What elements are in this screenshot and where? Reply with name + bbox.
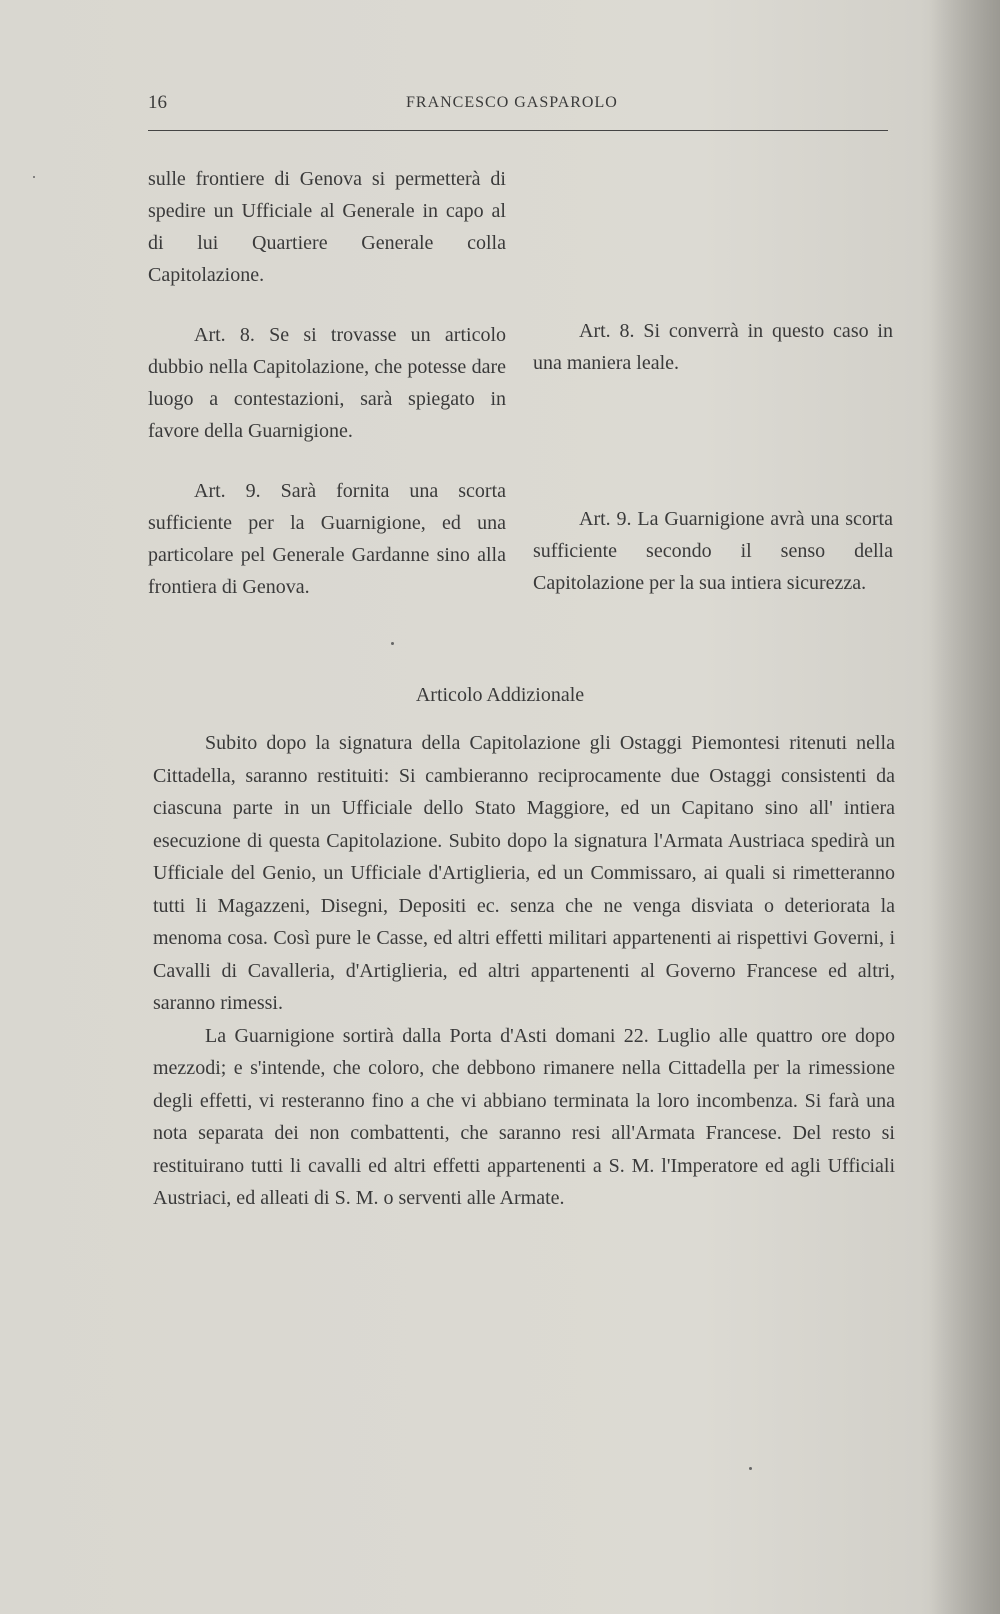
additional-paragraph-1: Subito dopo la signatura della Capitolazione gli Ostaggi Piemontesi ritenuti nella Cittadella, saranno restituiti: Si cambieranno reciprocamente due Ostaggi consistenti da ciascuna parte in un Ufficiale dello Stato Maggiore, ed un Capitano sino all' intiera esecuzione di questa Capitolazione. Subito dopo la signatura l'Armata Austriaca spedirà un Ufficiale del Genio, un Ufficiale d'Artiglieria, ed un Commissaro, ai quali si rimetteranno tutti li Magazzeni, Disegni, Depositi ec. senza che ne venga disviata o deteriorata la menoma cosa. Così pure le Casse, ed altri effetti militari appartenenti ai rispettivi Governi, i Cavalli di Cavalleria, d'Artiglieria, ed altri appartenenti al Governo Francese ed altri, saranno rimessi. (153, 732, 895, 1014)
page-number: 16 (148, 92, 167, 113)
additional-article-body (153, 727, 895, 1215)
left-column (148, 163, 506, 603)
running-head (148, 92, 888, 120)
left-article-9: Art. 9. Sarà fornita una scorta sufficiente per la Guarnigione, ed una particolare pel Generale Gardanne sino alla frontiera di Genova. (148, 480, 506, 598)
right-column (533, 315, 893, 594)
left-continuation-text: sulle frontiere di Genova si permetterà di spedire un Ufficiale al Generale in capo al di lui Quartiere Generale colla Capitolazione. (148, 168, 506, 286)
section-heading: Articolo Addizionale (415, 684, 585, 706)
paper-speck (391, 642, 394, 645)
paper-speck (33, 176, 35, 178)
right-article-8: Art. 8. Si converrà in questo caso in una maniera leale. (533, 320, 893, 374)
page-edge-shadow (930, 0, 1000, 1614)
paper-speck (749, 1467, 752, 1470)
header-rule (148, 130, 888, 131)
left-article-8: Art. 8. Se si trovasse un articolo dubbio nella Capitolazione, che potesse dare luogo a contestazioni, sarà spiegato in favore della Guarnigione. (148, 324, 506, 442)
right-article-9: Art. 9. La Guarnigione avrà una scorta sufficiente secondo il senso della Capitolazione per la sua intiera sicurezza. (533, 508, 893, 594)
running-title: FRANCESCO GASPAROLO (406, 94, 618, 111)
additional-paragraph-2: La Guarnigione sortirà dalla Porta d'Asti domani 22. Luglio alle quattro ore dopo mezzodi; e s'intende, che coloro, che debbono rimanere nella Cittadella per la rimessione degli effetti, vi resteranno fino a che vi abbiano terminata la loro incombenza. Si farà una nota separata dei non combattenti, che saranno resi all'Armata Francese. Del resto si restituirano tutti li cavalli ed altri effetti appartenenti a S. M. l'Imperatore ed agli Ufficiali Austriaci, ed alleati di S. M. o serventi alle Armate. (153, 1024, 895, 1209)
